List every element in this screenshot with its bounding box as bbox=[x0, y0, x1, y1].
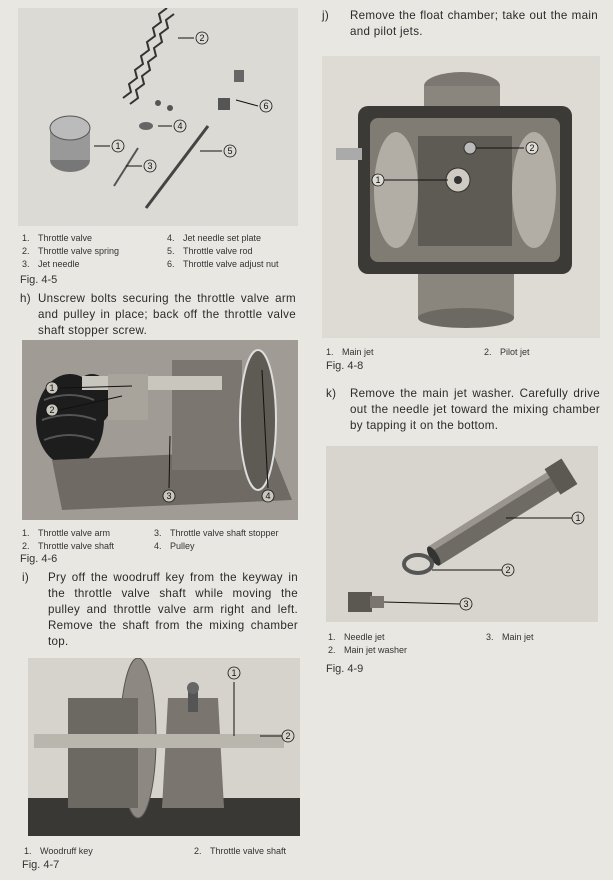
step-j bbox=[322, 8, 600, 42]
fig-4-9-callout-1: 1 bbox=[575, 513, 581, 523]
fig-4-9-legend: 1. Needle jet 2. Main jet washer 3. Main jet bbox=[328, 632, 534, 655]
fig-4-7-legend: 1. Woodruff key 2. Throttle valve shaft bbox=[24, 846, 287, 856]
fig-4-8-photo bbox=[322, 56, 600, 338]
fig-4-9-caption: Fig. 4-9 bbox=[326, 663, 364, 675]
fig-4-5-photo bbox=[18, 8, 298, 226]
step-k-label: k) bbox=[326, 387, 337, 400]
fig-4-8-legend: 1. Main jet 2. Pilot jet bbox=[326, 347, 530, 357]
fig-4-9-photo bbox=[326, 446, 598, 622]
fig-4-5-callout-4: 4 bbox=[177, 121, 183, 131]
step-h bbox=[20, 291, 298, 339]
fig-4-5-callout-3: 3 bbox=[147, 161, 153, 171]
fig-4-6-callout-3: 3 bbox=[166, 491, 172, 501]
step-h-label: h) bbox=[20, 292, 31, 305]
fig-4-6-callout-2: 2 bbox=[49, 405, 55, 415]
step-i-label: i) bbox=[22, 571, 30, 584]
fig-4-6-callout-1: 1 bbox=[49, 383, 55, 393]
fig-4-7-callout-2: 2 bbox=[285, 731, 291, 741]
fig-4-7-callout-1: 1 bbox=[231, 668, 237, 678]
fig-4-6-caption: Fig. 4-6 bbox=[20, 553, 58, 565]
fig-4-8-caption: Fig. 4-8 bbox=[326, 360, 364, 372]
fig-4-5-callout-2: 2 bbox=[199, 33, 205, 43]
step-j-label: j) bbox=[322, 9, 330, 22]
fig-4-6-photo bbox=[22, 340, 298, 520]
fig-4-5-callout-5: 5 bbox=[227, 146, 233, 156]
fig-4-7-photo bbox=[28, 658, 300, 836]
fig-4-8-callout-1: 1 bbox=[375, 175, 381, 185]
fig-4-9-callout-3: 3 bbox=[463, 599, 469, 609]
step-j-text: Remove the float chamber; take out the main and pilot jets. bbox=[350, 9, 598, 38]
step-h-text: Unscrew bolts securing the throttle valve arm and pulley in place; back off the throttle valve shaft stopper screw. bbox=[38, 292, 296, 337]
fig-4-5-callout-6: 6 bbox=[263, 101, 269, 111]
fig-4-6-legend: 1. Throttle valve arm 2. Throttle valve shaft 3. Throttle valve shaft stopper 4. Pulley bbox=[22, 528, 279, 551]
fig-4-6-callout-4: 4 bbox=[265, 491, 271, 501]
fig-4-5-legend: 1. Throttle valve 2. Throttle valve spring 3. Jet needle 4. Jet needle set plate 5. Throttle valve rod 6. Throttle valve adjust nut bbox=[22, 233, 279, 269]
fig-4-7-caption: Fig. 4-7 bbox=[22, 859, 60, 871]
fig-4-9-callout-2: 2 bbox=[505, 565, 511, 575]
fig-4-5-caption: Fig. 4-5 bbox=[20, 274, 58, 286]
fig-4-5-callout-1: 1 bbox=[115, 141, 121, 151]
fig-4-8-callout-2: 2 bbox=[529, 143, 535, 153]
step-k-text: Remove the main jet washer. Carefully drive out the needle jet toward the mixing chamber by tapping it on the bottom. bbox=[350, 387, 600, 432]
step-k bbox=[326, 386, 600, 436]
step-i-text: Pry off the woodruff key from the keyway in the throttle valve shaft while moving the pulley and throttle valve arm right and left. Remove the shaft from the mixing chamber top. bbox=[48, 571, 298, 648]
step-i bbox=[22, 570, 300, 650]
